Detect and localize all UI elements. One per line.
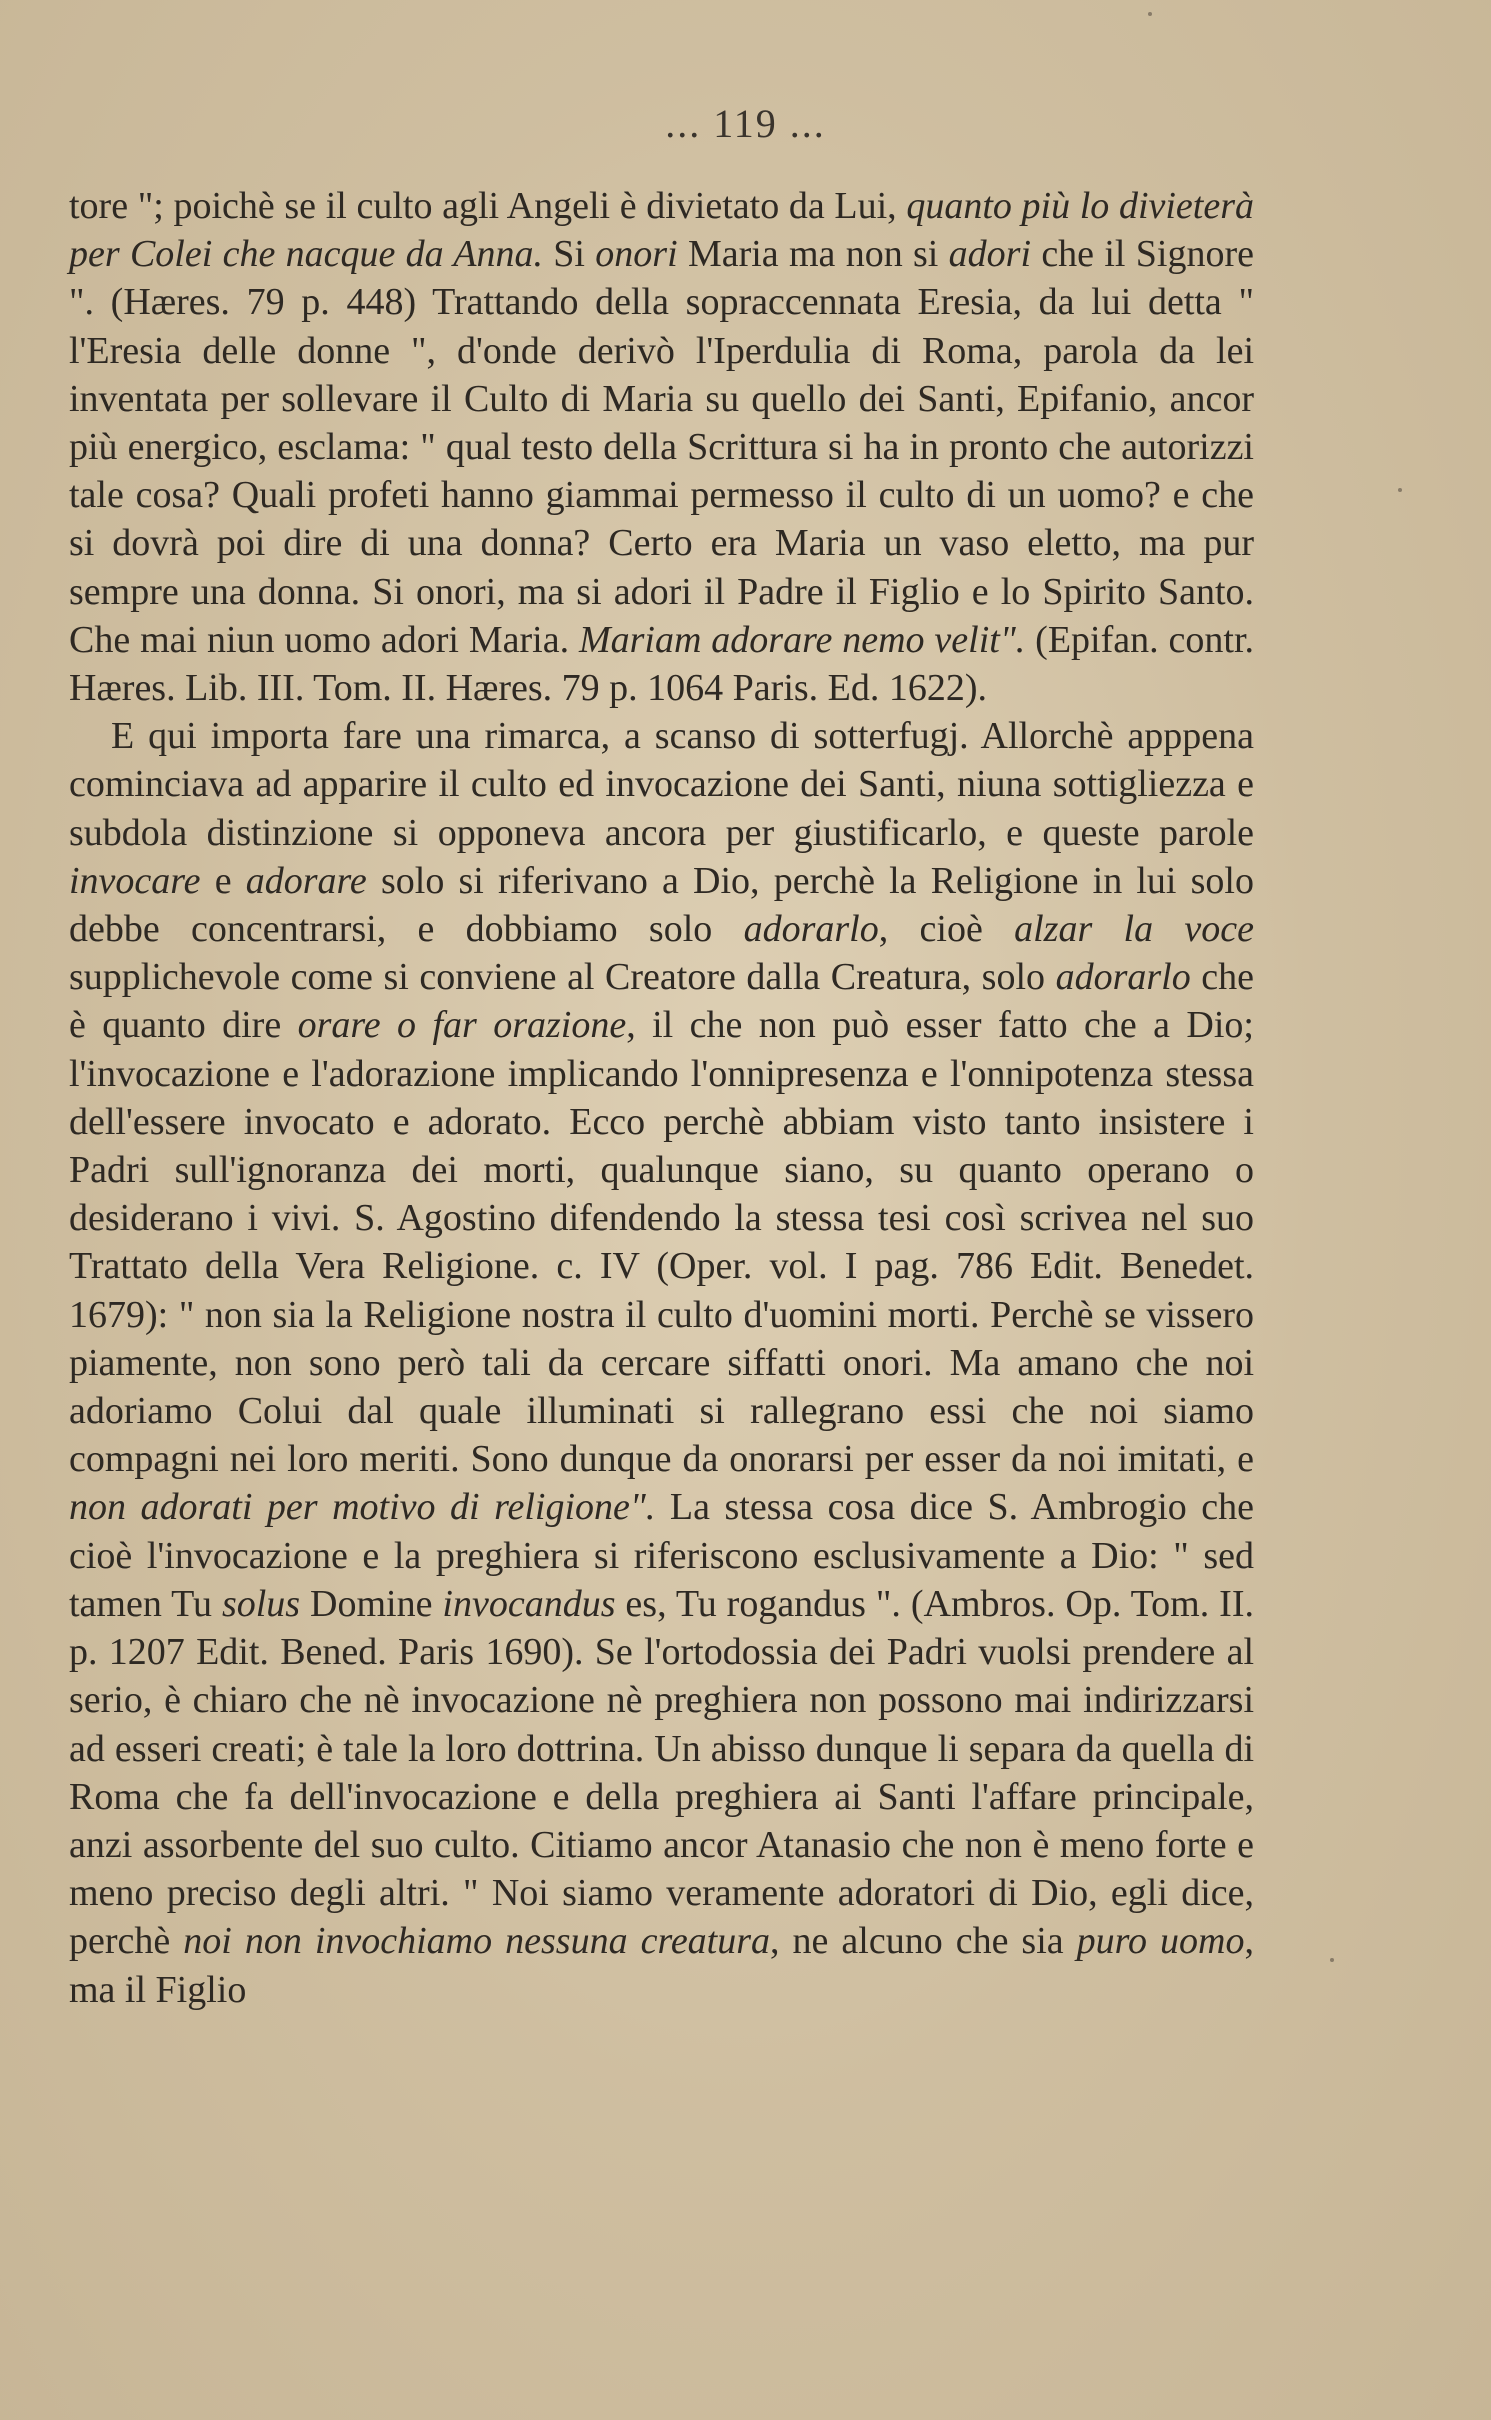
italic-text: invocare (69, 859, 201, 902)
body-text (69, 182, 1254, 2014)
text-run: La stessa cosa dice S. Ambrogio che cioè l'invocazione e la preghiera si riferiscono esclusivamente a Dio: " sed tamen Tu (69, 1486, 1254, 1625)
italic-text: adorarlo (1055, 956, 1191, 999)
italic-text: adorare (245, 859, 367, 902)
italic-text: noi non invochiamo nessuna creatura (183, 1920, 771, 1963)
italic-text: Mariam adorare nemo velit". (578, 618, 1026, 661)
text-run: es, Tu rogandus ". (Ambros. Op. Tom. II. p. 1207 Edit. Bened. Paris 1690). Se l'ortodossia dei Padri vuolsi prendere al serio, è chiaro che nè invocazione nè preghiera non possono mai indirizzarsi ad esseri creati; è tale la loro dottrina. Un abisso dunque li separa da quella di Roma che fa dell'invocazione e della preghiera ai Santi l'affare principale, anzi assorbente del suo culto. Citiamo ancor Atanasio che non è meno forte e meno preciso degli altri. " Noi siamo veramente adoratori di Dio, egli dice, perchè (69, 1582, 1254, 1963)
text-run: (Epifan. contr. Hæres. Lib. III. Tom. II. Hæres. 79 p. 1064 Paris. Ed. 1622). (69, 618, 1255, 710)
paragraph-1 (69, 182, 1254, 712)
text-run: E qui importa fare una rimarca, a scanso di sotterfugj. Allorchè apppena cominciava ad apparire il culto ed invocazione dei Santi, niuna sottigliezza e subdola distinzione si opponeva ancora per giustificarlo, e queste parole (69, 715, 1254, 854)
text-run: solo si riferivano a Dio, perchè la Religione in lui solo debbe concentrarsi, e dobbiamo solo (69, 859, 1254, 951)
text-run: , ma il Figlio (69, 1920, 1254, 2011)
text-run: Si (542, 233, 596, 276)
italic-text: onori (595, 233, 678, 276)
text-run: , ne alcuno che sia (770, 1920, 1077, 1963)
text-run: che il Signore ". (Hæres. 79 p. 448) Trattando della sopraccennata Eresia, da lui detta " l'Eresia delle donne ", d'onde derivò l'Iperdulia di Roma, parola da lei inventata per sollevare il Culto di Maria su quello dei Santi, Epifanio, ancor più energico, esclama: " qual testo della Scrittura si ha in pronto che autorizzi tale cosa? Quali profeti hanno giammai permesso il culto di un uomo? e che si dovrà poi dire di una donna? Certo era Maria un vaso eletto, ma pur sempre una donna. Si onori, ma si adori il Padre il Figlio e lo Spirito Santo. Che mai niun uomo adori Maria. (69, 233, 1254, 661)
italic-text: solus (221, 1582, 301, 1625)
italic-text: adorarlo (743, 908, 879, 951)
text-run: Maria ma non si (677, 233, 949, 276)
text-run: supplichevole come si conviene al Creatore dalla Creatura, solo (69, 956, 1056, 999)
text-run: tore "; poichè se il culto agli Angeli è divietato da Lui, (69, 185, 907, 227)
italic-text: puro uomo (1076, 1920, 1245, 1963)
text-run: e (200, 859, 246, 902)
paper-speck (1398, 488, 1402, 492)
italic-text: alzar la voce (1014, 908, 1255, 951)
paper-speck (1148, 12, 1152, 16)
text-run: , cioè (878, 908, 1015, 951)
paragraph-2 (69, 712, 1254, 2013)
italic-text: non adorati per motivo di religione". (69, 1486, 656, 1529)
italic-text: quanto più lo divieterà per Colei che nacque da Anna. (69, 185, 1255, 276)
italic-text: invocandus (442, 1582, 616, 1625)
italic-text: orare o far orazione (297, 1004, 627, 1047)
text-run: che è quanto dire (69, 956, 1255, 1047)
text-run: , il che non può esser fatto che a Dio; l'invocazione e l'adorazione implicando l'onnipresenza e l'onnipotenza stessa dell'essere invocato e adorato. Ecco perchè abbiam visto tanto insistere i Padri sull'ignoranza dei morti, qualunque siano, su quanto operano o desiderano i vivi. S. Agostino difendendo la stessa tesi così scrivea nel suo Trattato della Vera Religione. c. IV (Oper. vol. I pag. 786 Edit. Benedet. 1679): " non sia la Religione nostra il culto d'uomini morti. Perchè se vissero piamente, non sono però tali da cercare siffatti onori. Ma amano che noi adoriamo Colui dal quale illuminati si rallegrano essi che noi siamo compagni nei loro meriti. Sono dunque da onorarsi per esser da noi imitati, e (69, 1004, 1254, 1481)
italic-text: adori (948, 233, 1032, 276)
paper-speck (1330, 1958, 1334, 1962)
page-number: ... 119 ... (665, 101, 826, 146)
text-run: Domine (300, 1582, 443, 1625)
